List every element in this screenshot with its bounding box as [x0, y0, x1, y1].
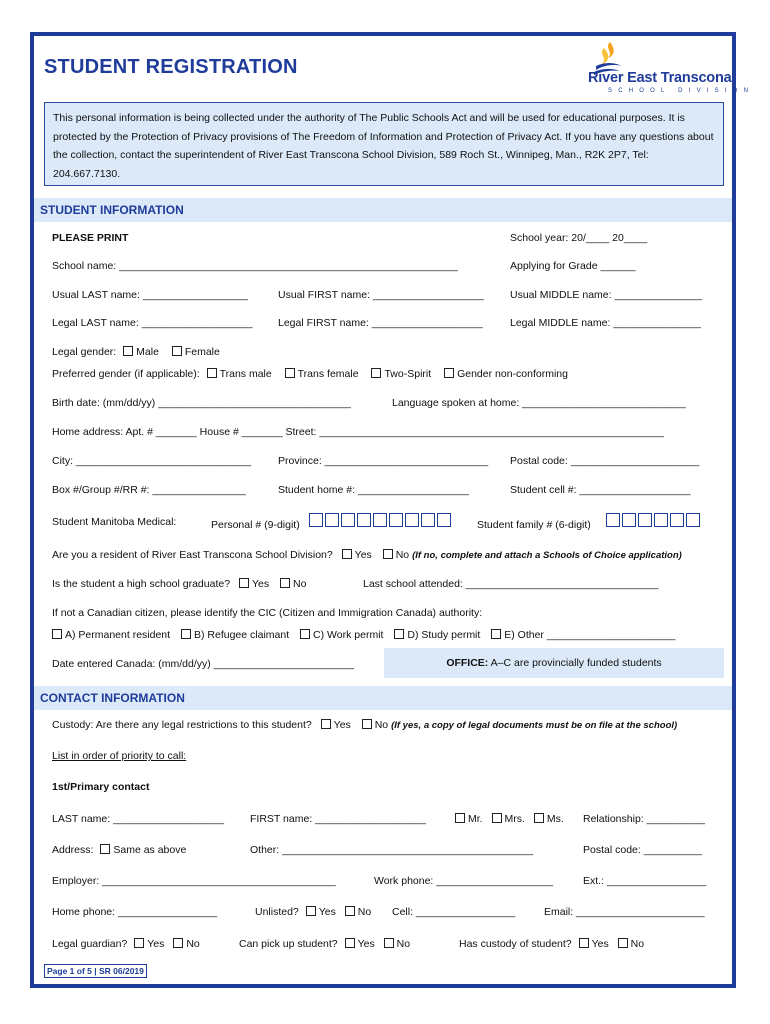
legal-guardian-row — [52, 938, 200, 950]
legal-first-name-field[interactable]: Legal FIRST name: ___________________ — [278, 317, 483, 329]
student-home-phone-field[interactable]: Student home #: ___________________ — [278, 484, 469, 496]
relationship-field[interactable]: Relationship: __________ — [583, 813, 706, 825]
digit-box[interactable] — [341, 513, 355, 527]
date-entered-canada-field[interactable]: Date entered Canada: (mm/dd/yy) ________________________ — [52, 658, 354, 670]
legal-gender-label: Legal gender: — [52, 346, 117, 358]
digit-box[interactable] — [309, 513, 323, 527]
graduate-row — [52, 578, 306, 590]
custody-of-student-row — [459, 938, 644, 950]
cic-d-checkbox[interactable] — [394, 629, 404, 639]
yes-label: Yes — [357, 938, 375, 950]
unlisted-no-checkbox[interactable] — [345, 906, 355, 916]
pickup-no-checkbox[interactable] — [384, 938, 394, 948]
no-label: No — [396, 938, 411, 950]
mr-label: Mr. — [468, 813, 483, 825]
graduate-no-checkbox[interactable] — [280, 578, 290, 588]
digit-box[interactable] — [437, 513, 451, 527]
resident-question: Are you a resident of River East Transcona School Division? — [52, 549, 333, 561]
custody-question: Custody: Are there any legal restrictions to this student? — [52, 719, 312, 731]
resident-yes-checkbox[interactable] — [342, 549, 352, 559]
home-phone-field[interactable]: Home phone: _________________ — [52, 906, 218, 918]
extension-field[interactable]: Ext.: _________________ — [583, 875, 707, 887]
school-name-field[interactable]: School name: __________________________________________________________ — [52, 260, 458, 272]
cic-c-checkbox[interactable] — [300, 629, 310, 639]
last-school-field[interactable]: Last school attended: _________________________________ — [363, 578, 659, 590]
digit-box[interactable] — [373, 513, 387, 527]
no-label: No — [374, 719, 389, 731]
title-row — [455, 813, 564, 825]
priority-heading: List in order of priority to call: — [52, 750, 187, 762]
no-label: No — [357, 906, 372, 918]
trans-male-checkbox[interactable] — [207, 368, 217, 378]
box-group-rr-field[interactable]: Box #/Group #/RR #: ________________ — [52, 484, 246, 496]
manitoba-medical-label: Student Manitoba Medical: — [52, 516, 177, 528]
female-checkbox[interactable] — [172, 346, 182, 356]
pickup-row — [239, 938, 410, 950]
two-spirit-label: Two-Spirit — [384, 368, 432, 380]
usual-last-name-field[interactable]: Usual LAST name: __________________ — [52, 289, 248, 301]
cic-e-label: E) Other ______________________ — [504, 629, 676, 641]
contact-last-name-field[interactable]: LAST name: ___________________ — [52, 813, 225, 825]
logo-subtext: SCHOOL DIVISION — [608, 88, 755, 94]
female-label: Female — [184, 346, 220, 358]
legal-last-name-field[interactable]: Legal LAST name: ___________________ — [52, 317, 253, 329]
email-field[interactable]: Email: ______________________ — [544, 906, 705, 918]
preferred-gender-label: Preferred gender (if applicable): — [52, 368, 200, 380]
has-custody-label: Has custody of student? — [459, 938, 572, 950]
legal-guardian-label: Legal guardian? — [52, 938, 128, 950]
digit-box[interactable] — [638, 513, 652, 527]
please-print-label: PLEASE PRINT — [52, 232, 129, 244]
work-phone-field[interactable]: Work phone: ____________________ — [374, 875, 554, 887]
same-as-above-checkbox[interactable] — [100, 844, 110, 854]
no-label: No — [395, 549, 410, 561]
two-spirit-checkbox[interactable] — [371, 368, 381, 378]
unlisted-yes-checkbox[interactable] — [306, 906, 316, 916]
province-field[interactable]: Province: ____________________________ — [278, 455, 489, 467]
unlisted-row — [255, 906, 371, 918]
school-year-field[interactable]: School year: 20/____ 20____ — [510, 232, 648, 244]
graduate-yes-checkbox[interactable] — [239, 578, 249, 588]
section-student-information: STUDENT INFORMATION — [34, 198, 732, 222]
digit-box[interactable] — [357, 513, 371, 527]
usual-first-name-field[interactable]: Usual FIRST name: ___________________ — [278, 289, 484, 301]
has-custody-no-checkbox[interactable] — [618, 938, 628, 948]
division-logo — [566, 40, 755, 98]
cic-b-label: B) Refugee claimant — [193, 629, 290, 641]
privacy-notice: This personal information is being collected under the authority of The Public Schools Act and will be used for educational purposes. It is protected by the Protection of Privacy provisions of The Freedom of Information and Protection of Privacy Act. If you have any questions about the collection, contact the superintendent of River East Transcona School Division, 589 Roch St., Winnipeg, Man., R2K 2P7, Tel: 204.667.7130. — [44, 102, 724, 186]
graduate-question: Is the student a high school graduate? — [52, 578, 231, 590]
employer-field[interactable]: Employer: ________________________________________ — [52, 875, 336, 887]
guardian-no-checkbox[interactable] — [173, 938, 183, 948]
has-custody-yes-checkbox[interactable] — [579, 938, 589, 948]
office-note — [384, 648, 724, 678]
family-number-label: Student family # (6-digit) — [477, 519, 591, 531]
page-title: STUDENT REGISTRATION — [44, 56, 298, 78]
digit-box[interactable] — [622, 513, 636, 527]
custody-row — [52, 719, 677, 731]
office-text: A–C are provincially funded students — [488, 657, 662, 669]
no-label: No — [630, 938, 645, 950]
gender-non-conforming-checkbox[interactable] — [444, 368, 454, 378]
page-footer: Page 1 of 5 | SR 06/2019 — [44, 964, 147, 978]
male-checkbox[interactable] — [123, 346, 133, 356]
yes-label: Yes — [318, 906, 336, 918]
contact-address-row — [52, 844, 186, 856]
digit-box[interactable] — [405, 513, 419, 527]
resident-no-checkbox[interactable] — [383, 549, 393, 559]
digit-box[interactable] — [654, 513, 668, 527]
male-label: Male — [136, 346, 159, 358]
contact-first-name-field[interactable]: FIRST name: ___________________ — [250, 813, 427, 825]
mrs-label: Mrs. — [504, 813, 525, 825]
city-field[interactable]: City: ______________________________ — [52, 455, 252, 467]
office-label: OFFICE: — [446, 657, 489, 669]
cic-options-row — [52, 629, 675, 641]
unlisted-label: Unlisted? — [255, 906, 299, 918]
no-label: No — [293, 578, 307, 590]
resident-note: (If no, complete and attach a Schools of Choice application) — [412, 550, 682, 561]
logo-text: River East Transcona — [588, 70, 732, 86]
cic-a-checkbox[interactable] — [52, 629, 62, 639]
yes-label: Yes — [251, 578, 270, 590]
yes-label: Yes — [147, 938, 165, 950]
section-contact-information: CONTACT INFORMATION — [34, 686, 732, 710]
trans-female-label: Trans female — [297, 368, 359, 380]
digit-box[interactable] — [670, 513, 684, 527]
personal-number-boxes[interactable] — [309, 513, 453, 527]
ms-label: Ms. — [546, 813, 564, 825]
custody-yes-checkbox[interactable] — [321, 719, 331, 729]
legal-middle-name-field[interactable]: Legal MIDDLE name: _______________ — [510, 317, 701, 329]
home-address-field[interactable]: Home address: Apt. # _______ House # _______ Street: ___________________________________________________________ — [52, 426, 664, 438]
custody-note: (If yes, a copy of legal documents must be on file at the school) — [391, 720, 678, 731]
cic-d-label: D) Study permit — [407, 629, 481, 641]
mr-checkbox[interactable] — [455, 813, 465, 823]
digit-box[interactable] — [325, 513, 339, 527]
cell-phone-field[interactable]: Cell: _________________ — [392, 906, 516, 918]
digit-box[interactable] — [389, 513, 403, 527]
same-as-above-label: Same as above — [113, 844, 187, 856]
gender-non-conforming-label: Gender non-conforming — [457, 368, 568, 380]
pickup-yes-checkbox[interactable] — [345, 938, 355, 948]
other-address-field[interactable]: Other: ___________________________________________ — [250, 844, 534, 856]
postal-code-field[interactable]: Postal code: ______________________ — [510, 455, 700, 467]
cic-question: If not a Canadian citizen, please identify the CIC (Citizen and Immigration Canada) authority: — [52, 607, 483, 619]
birth-date-field[interactable]: Birth date: (mm/dd/yy) _________________________________ — [52, 397, 351, 409]
language-field[interactable]: Language spoken at home: ____________________________ — [392, 397, 686, 409]
cic-c-label: C) Work permit — [313, 629, 384, 641]
digit-box[interactable] — [606, 513, 620, 527]
guardian-yes-checkbox[interactable] — [134, 938, 144, 948]
ms-checkbox[interactable] — [534, 813, 544, 823]
pickup-label: Can pick up student? — [239, 938, 338, 950]
trans-male-label: Trans male — [219, 368, 272, 380]
preferred-gender-row — [52, 368, 568, 380]
mrs-checkbox[interactable] — [492, 813, 502, 823]
grade-field[interactable]: Applying for Grade ______ — [510, 260, 636, 272]
yes-label: Yes — [354, 549, 372, 561]
digit-box[interactable] — [686, 513, 700, 527]
usual-middle-name-field[interactable]: Usual MIDDLE name: _______________ — [510, 289, 703, 301]
personal-number-label: Personal # (9-digit) — [211, 519, 300, 531]
yes-label: Yes — [333, 719, 351, 731]
no-label: No — [186, 938, 200, 950]
contact-postal-code-field[interactable]: Postal code: __________ — [583, 844, 703, 856]
student-cell-field[interactable]: Student cell #: ___________________ — [510, 484, 691, 496]
resident-row — [52, 549, 682, 561]
primary-contact-heading: 1st/Primary contact — [52, 781, 150, 793]
yes-label: Yes — [591, 938, 609, 950]
cic-e-checkbox[interactable] — [491, 629, 501, 639]
legal-gender-row — [52, 346, 220, 358]
digit-box[interactable] — [421, 513, 435, 527]
cic-b-checkbox[interactable] — [181, 629, 191, 639]
address-label: Address: — [52, 844, 94, 856]
trans-female-checkbox[interactable] — [285, 368, 295, 378]
cic-a-label: A) Permanent resident — [65, 629, 171, 641]
family-number-boxes[interactable] — [606, 513, 702, 527]
custody-no-checkbox[interactable] — [362, 719, 372, 729]
